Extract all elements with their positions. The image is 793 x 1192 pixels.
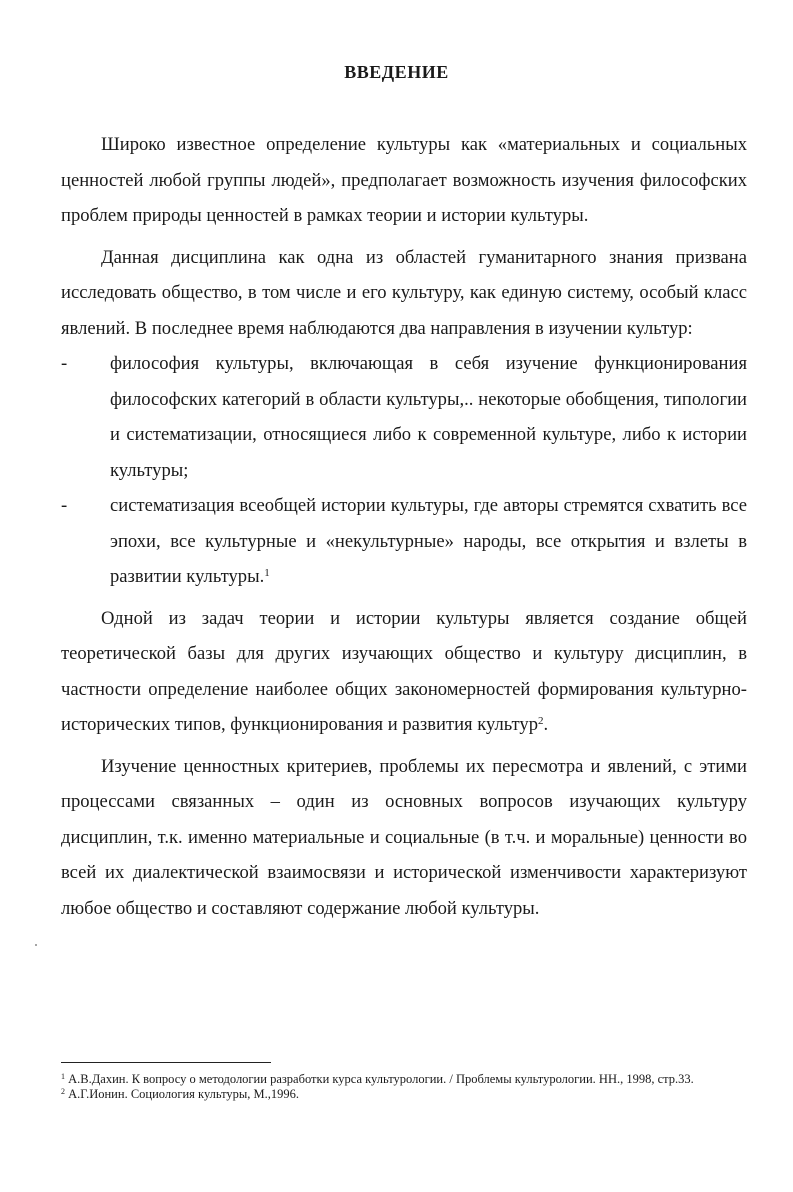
list-item-1-text: философия культуры, включающая в себя изучение функционирования философских категорий в области культуры,.. некоторые обобщения, типологии и систематизации, относящиеся либо к современной культуре, либо к истории культуры;: [110, 353, 747, 481]
footnote-ref-1: 1: [264, 567, 270, 579]
footnote-1: [61, 1072, 751, 1087]
footnote-mark: 1: [61, 1072, 65, 1081]
paragraph-3-end: .: [543, 714, 549, 735]
footnote-mark: 2: [61, 1087, 65, 1096]
paragraph-1: Широко известное определение культуры как «материальных и социальных ценностей любой группы людей», предполагает возможность изучения философских проблем природы ценностей в рамках теории и истории культуры.: [61, 134, 747, 226]
footnote-ref-2: 2: [538, 715, 544, 727]
list-item-text: [110, 488, 747, 595]
scan-speck: [35, 944, 37, 946]
list-dash: -: [61, 353, 68, 374]
list-dash: -: [61, 495, 68, 516]
footnote-2: [61, 1087, 751, 1102]
footnote-separator: [61, 1062, 271, 1063]
list-item: [61, 346, 747, 488]
paragraph-2: Данная дисциплина как одна из областей гуманитарного знания призвана исследовать общество, в том числе и его культуру, как единую систему, особый класс явлений. В последнее время наблюдаются два направления в изучении культур:: [61, 246, 747, 339]
list-item: [61, 488, 747, 595]
paragraph-4: Изучение ценностных критериев, проблемы их пересмотра и явлений, с этими процессами связанных – один из основных вопросов изучающих культуру дисциплин, т.к. именно материальные и социальные (в т.ч. и моральные) ценности во всей их диалектической взаимосвязи и исторической изменчивости характеризуют любое общество и составляют содержание любой культуры.: [61, 755, 747, 919]
paragraph-3-text: Одной из задач теории и истории культуры является создание общей теоретической базы для других изучающих общество и культуру дисциплин, в частности определение наиболее общих закономерностей формирования культурно-исторических типов, функционирования и развития культур: [61, 607, 747, 735]
document-body: [61, 127, 747, 932]
footnote-text: А.В.Дахин. К вопросу о методологии разработки курса культурологии. / Проблемы культурологии. НН., 1998, стр.33.: [65, 1072, 694, 1086]
page-title: ВВЕДЕНИЕ: [344, 62, 449, 82]
list-item-2-text: систематизация всеобщей истории культуры, где авторы стремятся схватить все эпохи, все культурные и «некультурные» народы, все открытия и взлеты в развитии культуры.: [110, 495, 747, 587]
paragraph-3: [61, 601, 747, 743]
footnotes: [61, 1072, 751, 1102]
footnote-text: А.Г.Ионин. Социология культуры, М.,1996.: [65, 1087, 300, 1101]
list-item-text: [110, 346, 747, 488]
